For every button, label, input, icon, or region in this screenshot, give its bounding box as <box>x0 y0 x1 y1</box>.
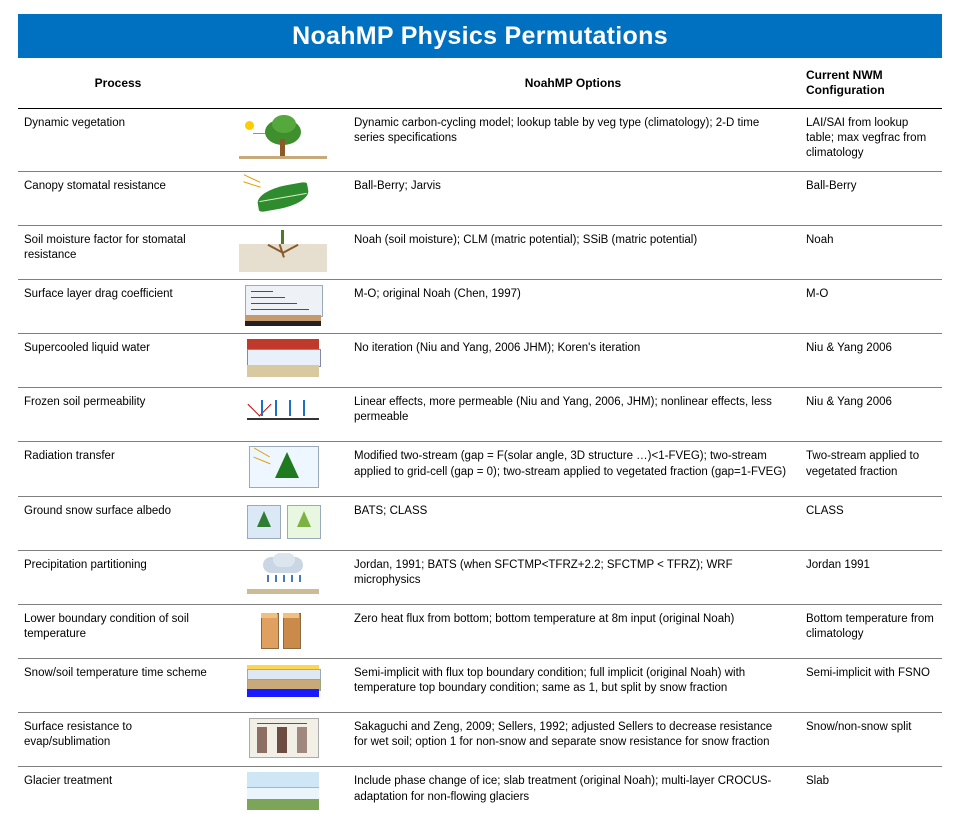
cell-icon <box>218 388 348 442</box>
cell-process: Frozen soil permeability <box>18 388 218 442</box>
cell-options: Ball-Berry; Jarvis <box>348 171 798 225</box>
table-row <box>18 109 942 172</box>
cell-process: Ground snow surface albedo <box>18 496 218 550</box>
column-header-icon <box>218 62 348 109</box>
cell-current: Bottom temperature from climatology <box>798 604 942 658</box>
table-row <box>18 496 942 550</box>
wind-profile-drag-diagram-icon <box>239 282 327 326</box>
column-header-options: NoahMP Options <box>348 62 798 109</box>
cell-icon <box>218 767 348 821</box>
cell-process: Soil moisture factor for stomatal resistance <box>18 225 218 279</box>
cell-options: Dynamic carbon-cycling model; lookup table by veg type (climatology); 2-D time series specifications <box>348 109 798 172</box>
canopy-radiation-transfer-diagram-icon <box>239 444 327 488</box>
table-row <box>18 659 942 713</box>
cell-icon <box>218 279 348 333</box>
frozen-soil-infiltration-diagram-icon <box>239 390 327 434</box>
cell-options: Noah (soil moisture); CLM (matric potential); SSiB (matric potential) <box>348 225 798 279</box>
slide-title-bar <box>18 14 942 58</box>
snow-soil-layer-diagram-icon <box>239 661 327 705</box>
cell-process: Snow/soil temperature time scheme <box>18 659 218 713</box>
cell-icon <box>218 659 348 713</box>
table-body <box>18 109 942 821</box>
cell-current: Jordan 1991 <box>798 550 942 604</box>
leaf-stomata-diagram-icon <box>239 174 327 218</box>
cell-current: M-O <box>798 279 942 333</box>
root-zone-soil-diagram-icon <box>239 228 327 272</box>
cell-options: Jordan, 1991; BATS (when SFCTMP<TFRZ+2.2; SFCTMP < TFRZ); WRF microphysics <box>348 550 798 604</box>
cell-current: Ball-Berry <box>798 171 942 225</box>
cell-options: Zero heat flux from bottom; bottom temperature at 8m input (original Noah) <box>348 604 798 658</box>
tree-vegetation-diagram-icon <box>239 115 327 159</box>
table-header <box>18 62 942 109</box>
cell-icon <box>218 713 348 767</box>
cell-options: BATS; CLASS <box>348 496 798 550</box>
cell-process: Dynamic vegetation <box>18 109 218 172</box>
cell-current: Slab <box>806 775 830 788</box>
cell-options: Linear effects, more permeable (Niu and Yang, 2006, JHM); nonlinear effects, less permeable <box>348 388 798 442</box>
soil-column-boundary-diagram-icon <box>239 607 327 651</box>
cell-current: Niu & Yang 2006 <box>798 334 942 388</box>
cell-process: Glacier treatment <box>24 775 113 788</box>
cell-options: Semi-implicit with flux top boundary condition; full implicit (original Noah) with temperature top boundary condition; same as 1, but split by snow fraction <box>348 659 798 713</box>
table-row <box>18 225 942 279</box>
cell-process: Surface layer drag coefficient <box>18 279 218 333</box>
supercooled-water-layers-diagram-icon <box>239 336 327 380</box>
table-header-row <box>18 62 942 109</box>
cell-current: Two-stream applied to vegetated fraction <box>798 442 942 496</box>
table-row <box>18 767 942 821</box>
cell-current: CLASS <box>798 496 942 550</box>
cell-current: Snow/non-snow split <box>798 713 942 767</box>
table-row <box>18 279 942 333</box>
column-header-current-configuration: Current NWM Configuration <box>798 62 942 109</box>
cell-process: Lower boundary condition of soil temperature <box>18 604 218 658</box>
cell-process: Canopy stomatal resistance <box>18 171 218 225</box>
page-title: NoahMP Physics Permutations <box>292 21 668 50</box>
glacier-ice-diagram-icon <box>239 769 327 813</box>
cell-current: Noah <box>798 225 942 279</box>
column-header-process: Process <box>18 62 218 109</box>
cell-options: No iteration (Niu and Yang, 2006 JHM); Koren's iteration <box>348 334 798 388</box>
table-row <box>18 171 942 225</box>
cell-icon <box>218 496 348 550</box>
cell-icon <box>218 109 348 172</box>
cell-icon <box>218 334 348 388</box>
cell-process: Surface resistance to evap/sublimation <box>18 713 218 767</box>
table-row <box>18 334 942 388</box>
precipitation-cloud-diagram-icon <box>239 553 327 597</box>
table-row <box>18 713 942 767</box>
table-row <box>18 550 942 604</box>
cell-icon <box>218 442 348 496</box>
cell-icon <box>218 171 348 225</box>
table-row <box>18 388 942 442</box>
cell-icon <box>218 550 348 604</box>
cell-options: Sakaguchi and Zeng, 2009; Sellers, 1992; adjusted Sellers to decrease resistance for wet soil; option 1 for non-snow and separate snow resistance for snow fraction <box>348 713 798 767</box>
cell-options: Include phase change of ice; slab treatment (original Noah); multi-layer CROCUS-adaptation for non-flowing glaciers <box>354 775 772 803</box>
snow-albedo-comparison-diagram-icon <box>239 499 327 543</box>
cell-icon <box>218 225 348 279</box>
cell-process: Radiation transfer <box>18 442 218 496</box>
cell-process: Precipitation partitioning <box>18 550 218 604</box>
cell-icon <box>218 604 348 658</box>
surface-resistance-diagram-icon <box>239 715 327 759</box>
cell-current: Semi-implicit with FSNO <box>798 659 942 713</box>
table-row <box>18 604 942 658</box>
physics-permutations-table <box>18 62 942 821</box>
table-row <box>18 442 942 496</box>
cell-current: Niu & Yang 2006 <box>798 388 942 442</box>
cell-options: M-O; original Noah (Chen, 1997) <box>348 279 798 333</box>
cell-current: LAI/SAI from lookup table; max vegfrac from climatology <box>798 109 942 172</box>
cell-process: Supercooled liquid water <box>18 334 218 388</box>
cell-options: Modified two-stream (gap = F(solar angle, 3D structure …)<1-FVEG); two-stream applied to grid-cell (gap = 0); two-stream applied to vegetated fraction (gap=1-FVEG) <box>348 442 798 496</box>
